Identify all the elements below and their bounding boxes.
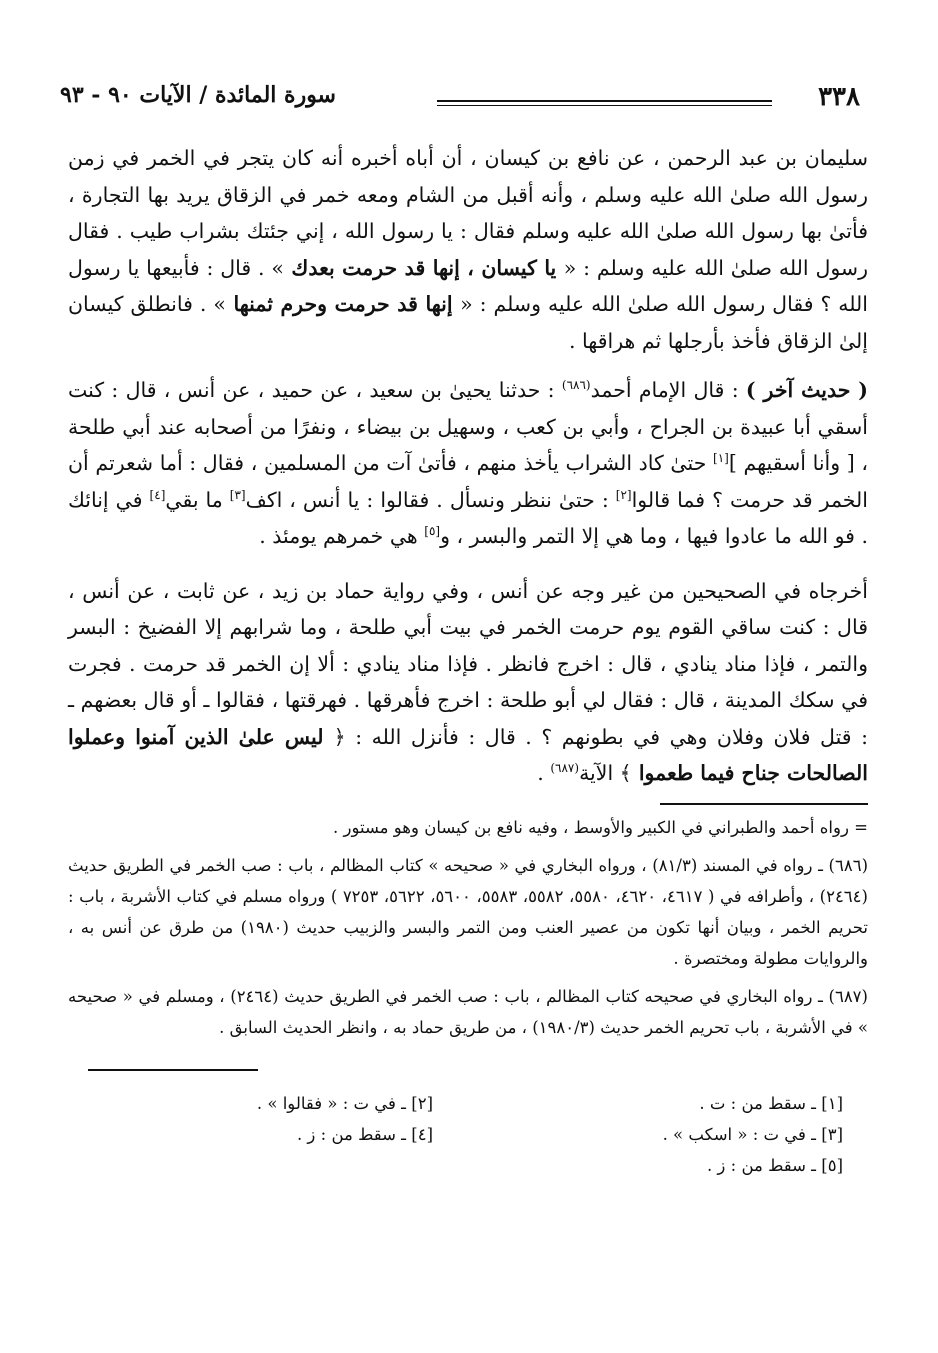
hadith-quote: يا كيسان ، إنها قد حرمت بعدك xyxy=(283,255,564,280)
variant-5: [٥] ـ سقط من : ز . xyxy=(706,1156,843,1175)
variant-4: [٤] ـ سقط من : ز . xyxy=(296,1125,433,1144)
text-run: : قال الإمام أحمد xyxy=(590,378,746,402)
footnote-rule xyxy=(660,803,868,805)
variant-row xyxy=(90,1088,843,1119)
paragraph-another-hadith xyxy=(68,372,868,555)
footnote-686: (٦٨٦) ـ رواه في المسند (٨١/٣) ، ورواه البخاري في « صحيحه » كتاب المظالم ، باب : صب الخمر في الطريق حديث (٢٤٦٤) ، وأطرافه في ( ٤٦١٧، ٤٦٢٠، ٥٥٨٠، ٥٥٨٢، ٥٥٨٣، ٥٦٠٠، ٥٦٢٢، ٧٢٥٣ ) ورواه مسلم في كتاب الأشربة ، باب : تحريم الخمر ، وبيان أنها تكون من عصير العنب ومن التمر والبسر والزبيب حديث (١٩٨٠) من طرق عن أنس به ، والروايات مطولة ومختصرة . xyxy=(68,856,868,968)
paragraph-sahihayn xyxy=(68,573,868,792)
page-number: ٣٣٨ xyxy=(818,82,860,112)
variant-readings xyxy=(90,1088,843,1181)
variant-ref[interactable]: [٢] xyxy=(615,487,632,502)
paragraph-kaysan xyxy=(68,140,868,359)
main-text xyxy=(68,140,868,805)
surah-title: سورة المائدة / الآيات ٩٠ - ٩٣ xyxy=(60,82,336,108)
section-label: ( حديث آخر ) xyxy=(745,378,868,402)
text-run: : حتىٰ ننظر ونسأل . فقالوا : يا أنس ، اكف xyxy=(245,487,616,512)
text-run: » . فانطلق كيسان إلىٰ الزقاق فأخذ بأرجلها ثم هراقها . xyxy=(68,292,868,353)
variant-3: [٣] ـ في ت : « اسكب » . xyxy=(662,1125,843,1144)
text-run: سليمان بن عبد الرحمن ، عن نافع بن كيسان ، أن أباه أخبره أنه كان يتجر في الخمر في زمن رسول الله صلىٰ الله عليه وسلم ، وأنه أقبل من الشام ومعه خمر في الزقاق يريد بها التجارة ، فأتىٰ بها رسول الله صلىٰ الله عليه وسلم فقال : يا رسول الله ، إني جئتك بشراب طيب . فقال رسول الله صلىٰ الله عليه وسلم : « xyxy=(68,146,869,280)
text-run: » . قال : فأبيعها يا رسول الله ؟ فقال رسول الله صلىٰ الله عليه وسلم : « xyxy=(68,255,868,316)
footnote-ref[interactable]: (٦٨٦) xyxy=(561,378,591,393)
footnote-continuation: = رواه أحمد والطبراني في الكبير والأوسط ، وفيه نافع بن كيسان وهو مستور . xyxy=(333,818,868,837)
variants-rule xyxy=(88,1069,258,1071)
text-run: أخرجاه في الصحيحين من غير وجه عن أنس ، وفي رواية حماد بن زيد ، عن ثابت ، عن أنس ، قال : كنت ساقي القوم يوم حرمت الخمر في بيت أبي طلحة ، وما شرابهم إلا الفضيخ : البسر والتمر ، فإذا مناد ينادي ، قال : اخرج فانظر . فإذا مناد ينادي : ألا إن الخمر قد حرمت . فجرت في سكك المدينة ، قال : فقال لي أبو طلحة : اخرج فأهرقها . فهرقتها ، فقالوا ـ أو قال بعضهم ـ : قتل فلان وفلان وهي في بطونهم ؟ . قال : فأنزل الله : ﴿ xyxy=(68,578,869,749)
text-run: ما بقي xyxy=(165,487,230,512)
variant-row xyxy=(90,1150,843,1181)
variant-ref[interactable]: [٤] xyxy=(149,487,166,502)
variant-2: [٢] ـ في ت : « فقالوا » . xyxy=(256,1094,433,1113)
footnote-ref[interactable]: (٦٨٧) xyxy=(550,761,580,776)
text-run: . xyxy=(537,761,551,785)
variant-1: [١] ـ سقط من : ت . xyxy=(699,1094,843,1113)
header-rule xyxy=(437,100,772,102)
text-run: : حدثنا يحيىٰ بن سعيد ، عن حميد ، عن أنس ، قال : كنت أسقي أبا عبيدة بن الجراح ، وأبي بن كعب ، وسهيل بن بيضاء ، ونفرًا من أصحابه عند أبي طلحة ، [ وأنا أسقيهم ] xyxy=(68,378,868,475)
footnotes xyxy=(68,812,868,1050)
text-run: ﴾ الآية xyxy=(579,761,632,785)
page-header xyxy=(60,82,860,116)
text-run: في إنائك . فو الله ما عادوا فيها ، وما هي إلا التمر والبسر ، و xyxy=(68,487,868,548)
variant-ref[interactable]: [٣] xyxy=(229,487,246,502)
text-run: حتىٰ كاد الشراب يأخذ منهم ، فأتىٰ آت من المسلمين ، فقال : أما شعرتم أن الخمر قد حرمت ؟ فما قالوا xyxy=(68,451,868,512)
variant-row xyxy=(90,1119,843,1150)
variant-ref[interactable]: [٥] xyxy=(424,524,441,539)
variant-ref[interactable]: [١] xyxy=(713,451,729,466)
footnote-687: (٦٨٧) ـ رواه البخاري في صحيحه كتاب المظالم ، باب : صب الخمر في الطريق حديث (٢٤٦٤) ، ومسلم في « صحيحه » في الأشربة ، باب تحريم الخمر حديث (١٩٨٠/٣) ، من طريق حماد به ، وانظر الحديث السابق . xyxy=(68,987,868,1037)
quran-verse: ليس علىٰ الذين آمنوا وعملوا الصالحات جناح فيما طعموا xyxy=(68,724,868,785)
text-run: هي خمرهم يومئذ . xyxy=(259,524,425,548)
hadith-quote: إنها قد حرمت وحرم ثمنها xyxy=(225,292,461,316)
